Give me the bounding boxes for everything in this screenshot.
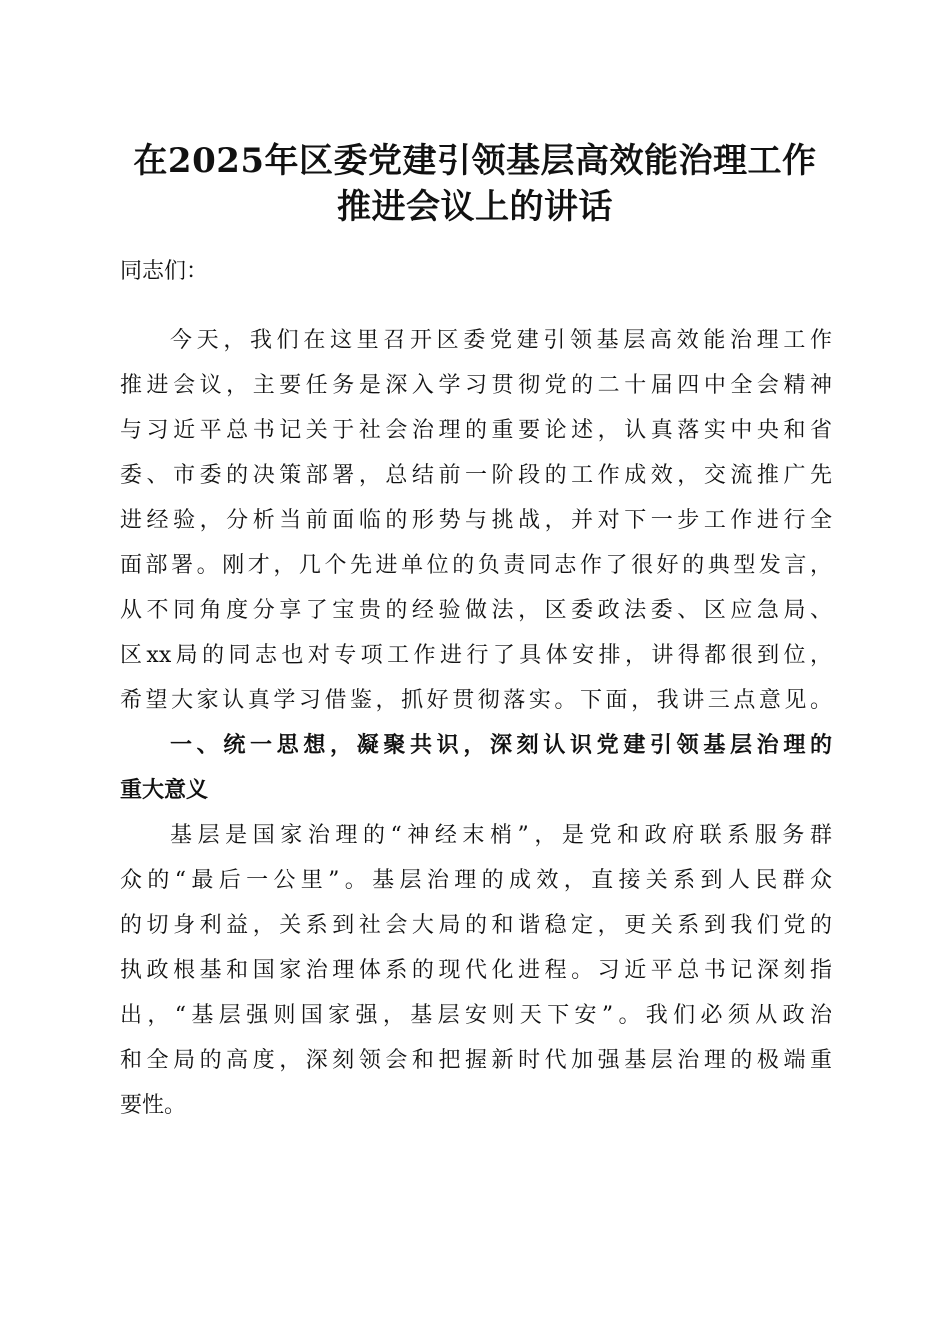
paragraph-1-line: 希望大家认真学习借鉴，抓好贯彻落实。下面，我讲三点意见。 bbox=[120, 688, 832, 713]
paragraph-2-line: 出，“基层强则国家强，基层安则天下安”。我们必须从政治 bbox=[120, 1003, 832, 1028]
salutation: 同志们： bbox=[120, 259, 209, 284]
paragraph-2-line: 要性。 bbox=[120, 1093, 187, 1118]
paragraph-2-line: 和全局的高度，深刻领会和把握新时代加强基层治理的极端重 bbox=[120, 1048, 832, 1073]
paragraph-1-line: 面部署。刚才，几个先进单位的负责同志作了很好的典型发言， bbox=[120, 553, 832, 578]
section-1-heading-line: 重大意义 bbox=[120, 778, 209, 803]
paragraph-1-line: 区xx局的同志也对专项工作进行了具体安排，讲得都很到位， bbox=[120, 643, 832, 668]
paragraph-1-line: 今天，我们在这里召开区委党建引领基层高效能治理工作 bbox=[170, 328, 832, 353]
document-title-line-1: 在2025年区委党建引领基层高效能治理工作 bbox=[133, 141, 817, 181]
paragraph-2-line: 众的“最后一公里”。基层治理的成效，直接关系到人民群众 bbox=[120, 868, 832, 893]
paragraph-1-line: 从不同角度分享了宝贵的经验做法，区委政法委、区应急局、 bbox=[120, 598, 832, 623]
paragraph-1-line: 推进会议，主要任务是深入学习贯彻党的二十届四中全会精神 bbox=[120, 373, 832, 398]
section-1-heading-line: 一、统一思想，凝聚共识，深刻认识党建引领基层治理的 bbox=[170, 733, 832, 758]
paragraph-1-line: 委、市委的决策部署，总结前一阶段的工作成效，交流推广先 bbox=[120, 463, 832, 488]
paragraph-2-line: 的切身利益，关系到社会大局的和谐稳定，更关系到我们党的 bbox=[120, 913, 832, 938]
paragraph-1-line: 与习近平总书记关于社会治理的重要论述，认真落实中央和省 bbox=[120, 418, 832, 443]
document-title-line-2: 推进会议上的讲话 bbox=[337, 187, 613, 227]
paragraph-2-line: 执政根基和国家治理体系的现代化进程。习近平总书记深刻指 bbox=[120, 958, 832, 983]
paragraph-2-line: 基层是国家治理的“神经末梢”，是党和政府联系服务群 bbox=[170, 823, 832, 848]
paragraph-1-line: 进经验，分析当前面临的形势与挑战，并对下一步工作进行全 bbox=[120, 508, 832, 533]
